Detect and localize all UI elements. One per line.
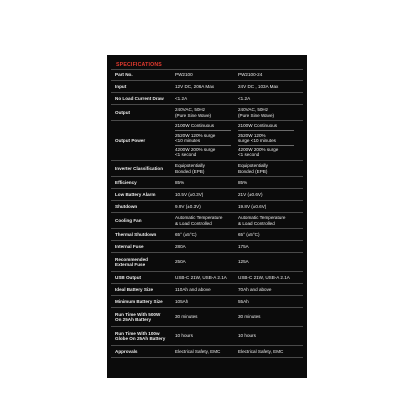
- spec-label: [111, 72, 173, 77]
- spec-label: [111, 166, 173, 171]
- value-pw2100: [173, 333, 236, 338]
- spec-row: [111, 327, 303, 346]
- spec-value-line: <1 second: [238, 152, 260, 158]
- spec-label: [111, 138, 173, 143]
- spec-row: [111, 189, 303, 201]
- spec-label-line: Run Time With 500W: [115, 311, 161, 317]
- spec-row: [111, 308, 303, 327]
- spec-value-line: 65° (±5°C): [175, 231, 197, 237]
- spec-value-line: & Load Controlled: [238, 220, 275, 226]
- spec-label-line: Globe On 25Ah Battery: [115, 336, 166, 341]
- spec-label: [111, 96, 173, 101]
- spec-value-line: Electrical Safety, EMC: [175, 348, 221, 354]
- spec-table: [111, 69, 303, 358]
- spec-label-line: Shutdown: [115, 203, 138, 209]
- value-pw2100-24: [236, 163, 303, 173]
- spec-row: [111, 284, 303, 296]
- spec-value-line: 19.8V (±0.6V): [238, 203, 267, 209]
- spec-label-line: Thermal Shutdown: [115, 231, 157, 237]
- spec-label-line: Minimum Battery Size: [115, 298, 163, 304]
- value-pw2100-24: [236, 333, 303, 338]
- spec-value-line: Electrical Safety, EMC: [238, 348, 284, 354]
- value-pw2100: [173, 123, 236, 157]
- spec-value-line: USB-C 21W, USB-A 2.1A: [238, 274, 290, 280]
- value-pw2100: [173, 232, 236, 237]
- spec-value-line: 10.5V (±0.3V): [175, 191, 204, 197]
- spec-label-line: Ideal Battery Size: [115, 286, 154, 292]
- spec-value-line: 12V DC, 206A Max: [175, 83, 215, 89]
- value-pw2100-24: [236, 84, 303, 89]
- spec-value-line: Equipotentially: [238, 163, 268, 169]
- spec-value-line: 85%: [238, 179, 248, 185]
- spec-value-line: 21V (±0.6V): [238, 191, 263, 197]
- spec-value-line: Bonded (EPB): [238, 168, 268, 174]
- spec-value-line: 280A: [175, 243, 186, 249]
- spec-value-line: 70Ah and above: [238, 286, 272, 292]
- value-pw2100: [173, 299, 236, 304]
- spec-row: [111, 346, 303, 358]
- spec-label-line: Approvals: [115, 348, 138, 354]
- value-pw2100: [173, 163, 236, 173]
- value-pw2100-24: [236, 314, 303, 319]
- value-pw2100-24: [236, 259, 303, 264]
- spec-value-line: 105Ah: [175, 298, 189, 304]
- spec-label: [111, 349, 173, 354]
- spec-value-line: <10 minutes: [175, 137, 201, 143]
- spec-value-line: 24V DC , 103A Max: [238, 83, 279, 89]
- spec-value-line: 240VAC, 50Hz: [175, 107, 206, 113]
- value-pw2100: [173, 287, 236, 292]
- spec-value-line: PW2100-24: [238, 72, 263, 78]
- spec-value-line: Equipotentially: [175, 163, 205, 169]
- spec-value-line: (Pure Sine Wave): [175, 112, 212, 118]
- spec-label-line: Run Time With 100w: [115, 330, 160, 336]
- spec-value-line: 4200W 200% surge: [238, 147, 279, 153]
- spec-value-line: Automatic Temperature: [238, 215, 286, 221]
- spec-card: [107, 55, 307, 378]
- cell-divider: [238, 130, 294, 131]
- value-pw2100-24: [236, 349, 303, 354]
- spec-value-line: <1.2A: [175, 95, 188, 101]
- value-pw2100-24: [236, 287, 303, 292]
- value-pw2100: [173, 84, 236, 89]
- spec-row: [111, 253, 303, 272]
- spec-value-line: <1 second: [175, 152, 197, 158]
- spec-label-line: Inverter Classification: [115, 165, 163, 171]
- spec-row: [111, 121, 303, 161]
- spec-label-line: USB Output: [115, 274, 142, 280]
- value-pw2100: [173, 314, 236, 319]
- spec-value-line: PW2100: [175, 72, 193, 78]
- spec-value-line: 250A: [175, 259, 186, 265]
- spec-value-line: (Pure Sine Wave): [238, 112, 275, 118]
- value-pw2100-24: [236, 215, 303, 225]
- spec-value-line: 2100W Continuous: [175, 123, 215, 129]
- spec-value-line: 125A: [238, 259, 249, 265]
- spec-row: [111, 69, 303, 81]
- spec-value-line: 30 minutes: [175, 314, 198, 320]
- spec-value-line: 4200W 200% surge: [175, 147, 216, 153]
- spec-value-line: 2100W Continuous: [238, 123, 278, 129]
- spec-value-line: Automatic Temperature: [175, 215, 223, 221]
- cell-divider: [175, 145, 231, 146]
- value-pw2100-24: [236, 299, 303, 304]
- spec-label-line: Part No.: [115, 72, 133, 78]
- spec-value-line: 175A: [238, 243, 249, 249]
- spec-label-line: Internal Fuse: [115, 243, 144, 249]
- spec-row: [111, 296, 303, 308]
- value-pw2100: [173, 259, 236, 264]
- spec-label: [111, 331, 173, 341]
- value-pw2100-24: [236, 72, 303, 77]
- spec-label-line: Efficiency: [115, 179, 137, 185]
- spec-value-line: surge <10 minutes: [238, 137, 276, 143]
- spec-label: [111, 84, 173, 89]
- spec-row: [111, 229, 303, 241]
- cell-divider: [238, 145, 294, 146]
- spec-label: [111, 232, 173, 237]
- section-title: SPECIFICATIONS: [116, 62, 162, 68]
- spec-label-line: Output Power: [115, 137, 146, 143]
- spec-label-line: Cooling Fan: [115, 217, 142, 223]
- spec-label-line: External Fuse: [115, 262, 146, 267]
- value-pw2100-24: [236, 107, 303, 117]
- spec-value-line: 10 hours: [238, 333, 256, 339]
- spec-value-line: 85%: [175, 179, 185, 185]
- spec-value-line: 240VAC, 50Hz: [238, 107, 269, 113]
- cell-divider: [175, 130, 231, 131]
- spec-row: [111, 161, 303, 177]
- spec-label: [111, 244, 173, 249]
- spec-value-line: 65° (±5°C): [238, 231, 260, 237]
- spec-row: [111, 241, 303, 253]
- value-pw2100-24: [236, 232, 303, 237]
- spec-label-line: Low Battery Alarm: [115, 191, 156, 197]
- value-pw2100-24: [236, 192, 303, 197]
- value-pw2100-24: [236, 123, 303, 157]
- spec-label: [111, 180, 173, 185]
- value-pw2100: [173, 180, 236, 185]
- value-pw2100-24: [236, 244, 303, 249]
- spec-row: [111, 81, 303, 93]
- value-pw2100: [173, 96, 236, 101]
- spec-value-line: 10 hours: [175, 333, 193, 339]
- spec-label: [111, 204, 173, 209]
- spec-label: [111, 299, 173, 304]
- spec-label: [111, 110, 173, 115]
- spec-value-line: & Load Controlled: [175, 220, 212, 226]
- spec-label: [111, 312, 173, 322]
- spec-row: [111, 213, 303, 229]
- spec-label-line: No Load Current Draw: [115, 95, 164, 101]
- value-pw2100-24: [236, 275, 303, 280]
- spec-value-line: USB-C 21W, USB-A 2.1A: [175, 274, 227, 280]
- spec-label-line: On 25Ah Battery: [115, 317, 151, 322]
- spec-label-line: Output: [115, 109, 131, 115]
- spec-row: [111, 177, 303, 189]
- spec-value-line: <1.2A: [238, 95, 251, 101]
- spec-label: [111, 287, 173, 292]
- value-pw2100-24: [236, 96, 303, 101]
- spec-value-line: 2520W 120%: [238, 132, 266, 138]
- spec-row: [111, 105, 303, 121]
- spec-value-line: Bonded (EPB): [175, 168, 205, 174]
- value-pw2100: [173, 204, 236, 209]
- spec-label: [111, 275, 173, 280]
- value-pw2100: [173, 275, 236, 280]
- value-pw2100: [173, 215, 236, 225]
- spec-row: [111, 201, 303, 213]
- spec-value-line: 110Ah and above: [175, 286, 211, 292]
- value-pw2100: [173, 349, 236, 354]
- spec-value-line: 30 minutes: [238, 314, 261, 320]
- spec-label-line: Input: [115, 83, 127, 89]
- spec-value-line: 55Ah: [238, 298, 249, 304]
- spec-label: [111, 192, 173, 197]
- spec-value-line: 9.9V (±0.3V): [175, 203, 201, 209]
- spec-row: [111, 272, 303, 284]
- spec-row: [111, 93, 303, 105]
- spec-label: [111, 257, 173, 267]
- spec-label-line: Recommended: [115, 256, 148, 262]
- value-pw2100: [173, 72, 236, 77]
- value-pw2100-24: [236, 180, 303, 185]
- value-pw2100: [173, 107, 236, 117]
- value-pw2100: [173, 192, 236, 197]
- spec-value-line: 2520W 120% surge: [175, 132, 216, 138]
- spec-label: [111, 218, 173, 223]
- value-pw2100: [173, 244, 236, 249]
- value-pw2100-24: [236, 204, 303, 209]
